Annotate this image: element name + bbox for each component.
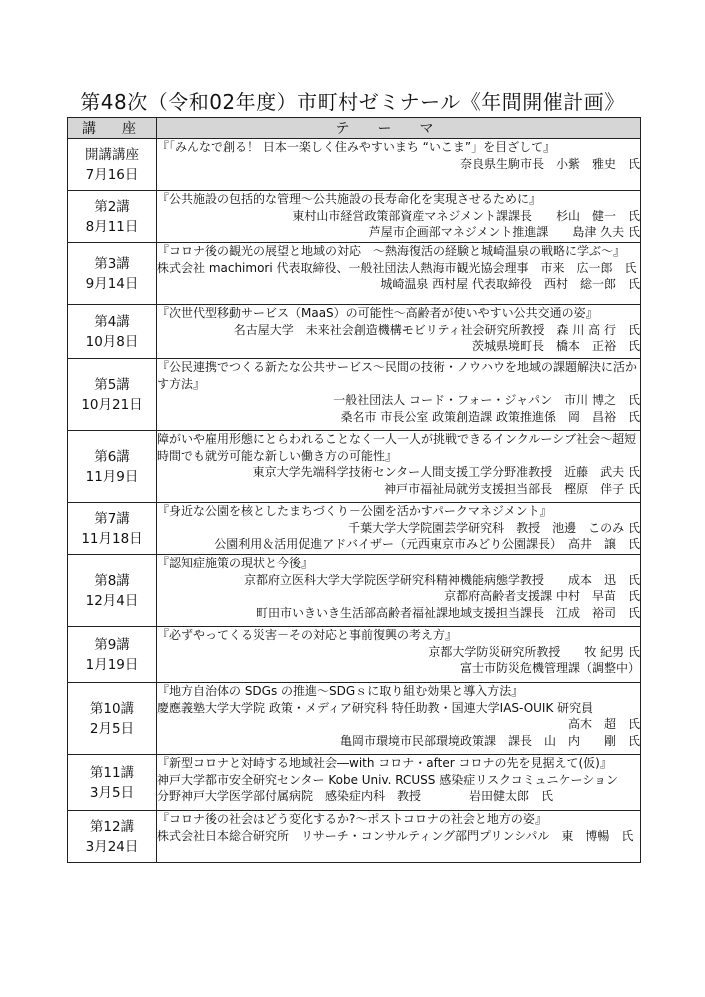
table-row: [68, 755, 641, 811]
lecture-cell: [68, 503, 157, 555]
lecture-cell: [68, 243, 157, 305]
speaker-line: 芦屋市企画部マネジメント推進課 島津 久夫 氏: [368, 225, 640, 239]
schedule-table: [67, 117, 641, 863]
table-row: [68, 243, 641, 305]
lecture-number: 第3講: [94, 255, 130, 272]
header-theme: テーマ: [157, 118, 641, 139]
lecture-date: 12月4日: [85, 592, 139, 609]
lecture-cell: [68, 431, 157, 503]
speaker-line: 京都大学防災研究所教授 牧 紀男 氏: [428, 644, 640, 659]
lecture-number: 第5講: [94, 376, 130, 393]
theme-cell: [157, 503, 641, 555]
speaker-line: 株式会社日本総合研究所 リサーチ・コンサルティング部門プリンシパル 東 博暢 氏: [157, 828, 634, 843]
speaker-line: 株式会社 machimori 代表取締役、一般社団法人熱海市観光協会理事 市来 広一郎 氏: [157, 260, 637, 275]
lecture-theme: 『身近な公園を核としたまちづくり－公園を活かすパークマネジメント』: [157, 504, 552, 518]
lecture-number: 第6講: [94, 448, 130, 465]
lecture-theme: 『地方自治体の SDGs の推進～SDGｓに取り組む効果と導入方法』: [157, 684, 524, 698]
speaker-line: 神戸大学都市安全研究センター Kobe Univ. RCUSS 感染症リスクコミュニケーション: [157, 772, 619, 787]
theme-cell: [157, 139, 641, 191]
lecture-date: 9月14日: [85, 275, 139, 292]
theme-cell: [157, 683, 641, 755]
page-title: 第48次（令和02年度）市町村ゼミナール《年間開催計画》: [80, 90, 625, 114]
table-row: [68, 431, 641, 503]
lecture-number: 第9講: [94, 636, 130, 653]
speaker-line: 亀岡市環境市民部環境政策課 課長 山 内 剛 氏: [339, 733, 640, 748]
lecture-number: 第2講: [94, 198, 130, 215]
speaker-line: 一般社団法人 コード・フォー・ジャパン 市川 博之 氏: [333, 393, 640, 407]
speaker-line: 桑名市 市長公室 政策創造課 政策推進係 岡 昌裕 氏: [340, 409, 640, 424]
theme-cell: [157, 755, 641, 811]
table-row: [68, 305, 641, 359]
lecture-date: 11月9日: [85, 468, 139, 485]
lecture-number: 開講講座: [85, 146, 139, 163]
speaker-line: 京都府立医科大学大学院医学研究科精神機能病態学教授 成本 迅 氏: [243, 572, 640, 587]
speaker-line: 富士市防災危機管理課（調整中）: [459, 661, 640, 675]
lecture-theme: 『公民連携でつくる新たな公共サービス～民間の技術・ノウハウを地域の課題解決に活かす方法』: [157, 360, 638, 391]
table-row: [68, 683, 641, 755]
lecture-cell: [68, 811, 157, 863]
lecture-cell: [68, 627, 157, 683]
theme-cell: [157, 431, 641, 503]
speaker-line: 京都府高齢者支援課 中村 早苗 氏: [444, 589, 640, 603]
theme-cell: [157, 305, 641, 359]
header-lecture: 講 座: [68, 118, 157, 139]
lecture-number: 第10講: [89, 700, 135, 717]
speaker-line: 分野神戸大学医学部付属病院 感染症内科 教授 岩田健太郎 氏: [157, 789, 554, 803]
lecture-theme: 『コロナ後の観光の展望と地域の対応 ～熱海復活の経験と城崎温泉の戦略に学ぶ～』: [157, 244, 626, 258]
lecture-date: 2月5日: [89, 720, 135, 737]
lecture-cell: [68, 555, 157, 627]
lecture-number: 第8講: [94, 572, 130, 589]
lecture-theme: 『新型コロナと対峙する地域社会―with コロナ・after コロナの先を見据えて(仮)』: [157, 756, 612, 770]
table-header-row: [68, 118, 641, 139]
speaker-line: 奈良県生駒市長 小紫 雅史 氏: [459, 156, 640, 171]
theme-cell: [157, 627, 641, 683]
table-row: [68, 359, 641, 431]
lecture-number: 第7講: [94, 510, 130, 527]
speaker-line: 名古屋大学 未来社会創造機構モビリティ社会研究所教授 森 川 高 行 氏: [233, 322, 640, 337]
lecture-cell: [68, 305, 157, 359]
lecture-theme: 『次世代型移動サービス（MaaS）の可能性～高齢者が使いやすい公共交通の姿』: [157, 306, 598, 320]
lecture-theme: 『「みんなで創る！ 日本一楽しく住みやすいまち “いこま”」を目ざして』: [157, 140, 556, 154]
theme-cell: [157, 555, 641, 627]
theme-cell: [157, 811, 641, 863]
lecture-theme: 『公共施設の包括的な管理～公共施設の長寿命化を実現させるために』: [157, 192, 542, 206]
lecture-date: 11月18日: [81, 530, 143, 547]
lecture-cell: [68, 683, 157, 755]
speaker-line: 東京大学先端科学技術センター人間支援工学分野准教授 近藤 武夫 氏: [252, 465, 640, 479]
table-row: [68, 503, 641, 555]
lecture-number: 第12講: [89, 818, 135, 835]
table-row: [68, 139, 641, 191]
speaker-line: 茨城県境町長 橋本 正裕 氏: [471, 339, 640, 353]
lecture-theme: 『認知症施策の現状と今後』: [157, 556, 314, 570]
table-row: [68, 555, 641, 627]
lecture-number: 第4講: [94, 313, 130, 330]
lecture-date: 1月19日: [85, 656, 139, 673]
speaker-line: 町田市いきいき生活部高齢者福祉課地域支援担当課長 江成 裕司 氏: [255, 605, 640, 620]
lecture-theme: 障がいや雇用形態にとらわれることなく一人一人が挑戦できるインクルーシブ社会～超短時間でも就労可能な新しい働き方の可能性』: [157, 432, 637, 463]
speaker-line: 東村山市経営政策部資産マネジメント課課長 杉山 健一 氏: [292, 208, 640, 223]
speaker-line: 慶應義塾大学大学院 政策・メディア研究科 特任助教・国連大学IAS-OUIK 研究員: [157, 700, 594, 715]
lecture-date: 7月16日: [85, 166, 139, 183]
table-row: [68, 191, 641, 243]
theme-cell: [157, 243, 641, 305]
lecture-date: 10月21日: [81, 396, 143, 413]
table-row: [68, 811, 641, 863]
speaker-line: 公園利用＆活用促進アドバイザー（元西東京市みどり公園課長） 高井 譲 氏: [214, 537, 640, 551]
lecture-date: 8月11日: [85, 218, 139, 235]
lecture-date: 3月5日: [89, 784, 135, 801]
theme-cell: [157, 359, 641, 431]
lecture-cell: [68, 139, 157, 191]
lecture-cell: [68, 191, 157, 243]
lecture-number: 第11講: [89, 764, 135, 781]
speaker-line: 城崎温泉 西村屋 代表取締役 西村 総一郎 氏: [380, 277, 640, 291]
lecture-theme: 『必ずやってくる災害－その対応と事前復興の考え方』: [157, 628, 458, 642]
speaker-line: 千葉大学大学院園芸学研究科 教授 池邊 このみ 氏: [348, 520, 640, 535]
table-row: [68, 627, 641, 683]
lecture-date: 3月24日: [85, 838, 139, 855]
speaker-line: 神戸市福祉局就労支援担当部長 樫原 伴子 氏: [384, 481, 640, 496]
speaker-line: 高木 超 氏: [567, 717, 640, 731]
theme-cell: [157, 191, 641, 243]
lecture-cell: [68, 359, 157, 431]
lecture-theme: 『コロナ後の社会はどう変化するか?～ポストコロナの社会と地方の姿』: [157, 812, 547, 826]
lecture-cell: [68, 755, 157, 811]
lecture-date: 10月8日: [85, 333, 139, 350]
